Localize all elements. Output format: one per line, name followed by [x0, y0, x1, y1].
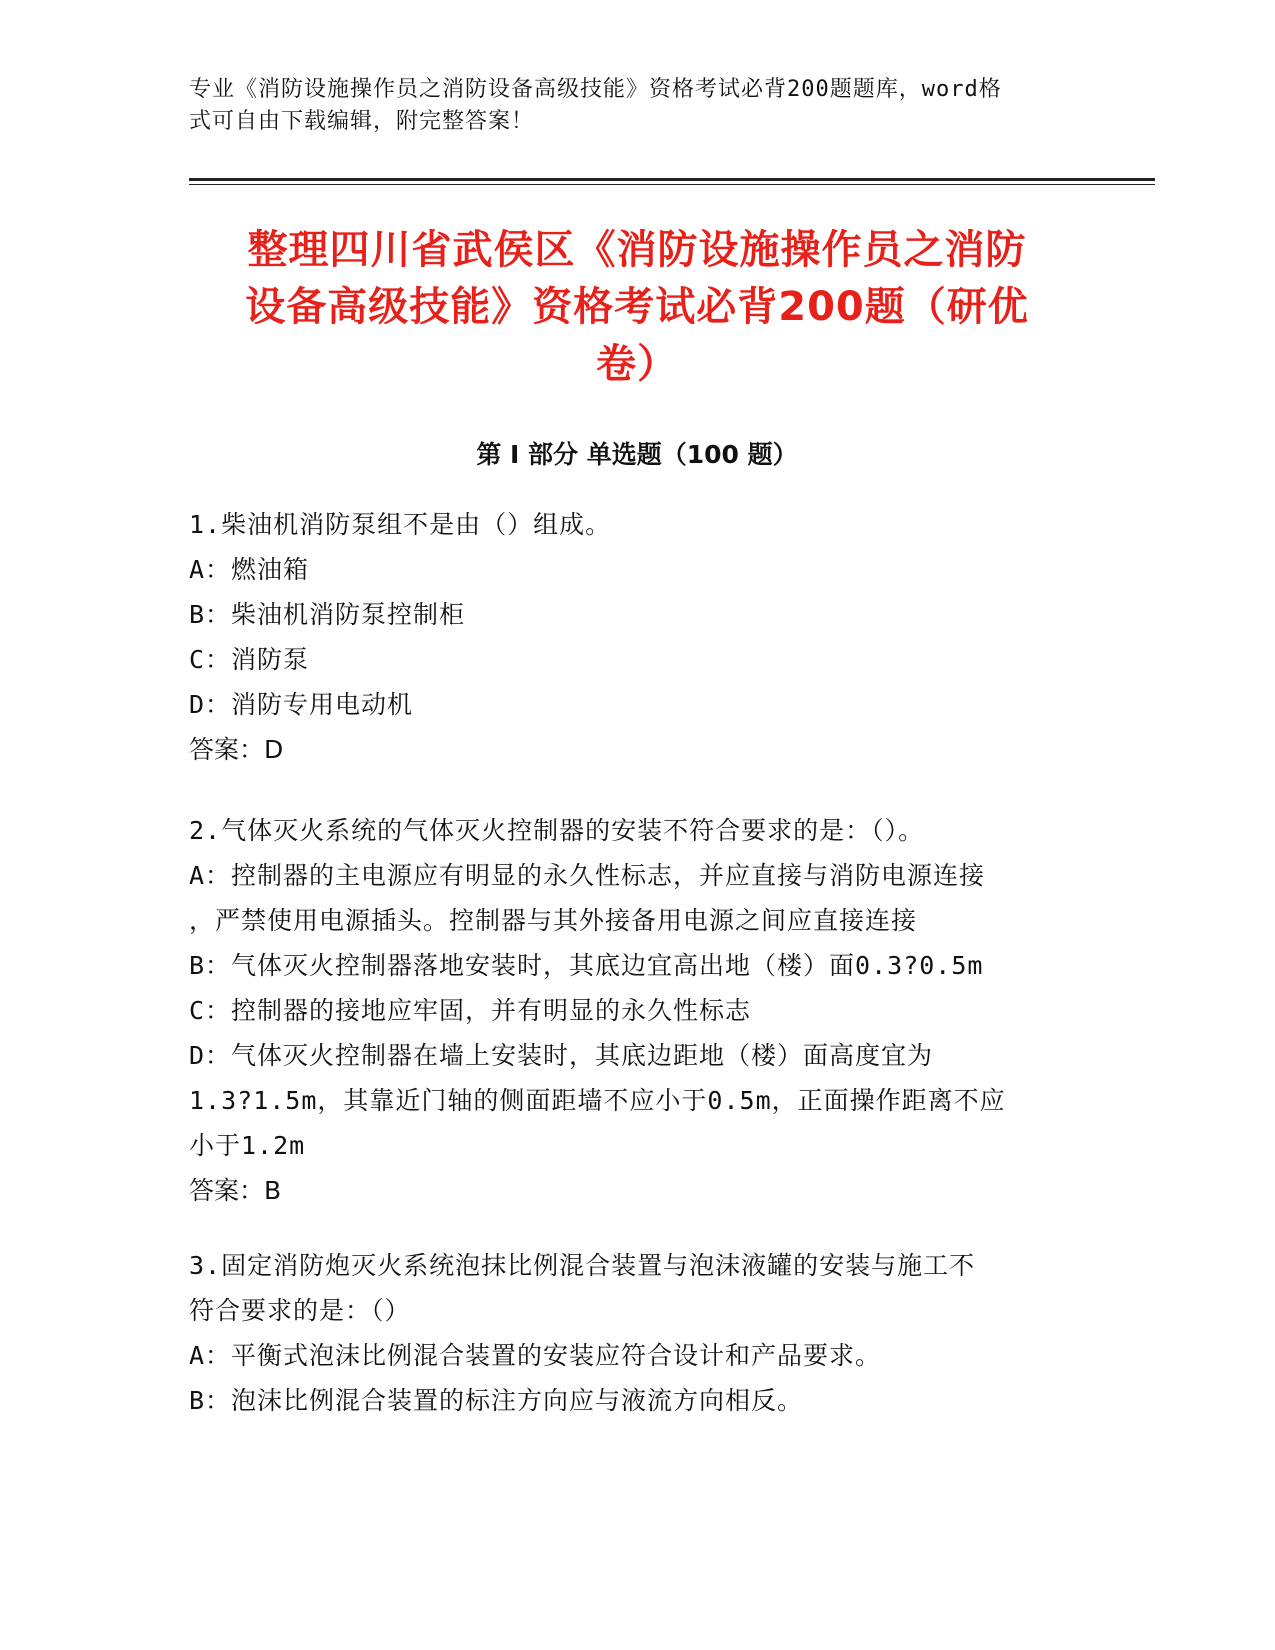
- option-c: C：控制器的接地应牢固，并有明显的永久性标志: [189, 996, 752, 1025]
- option-b: B：柴油机消防泵控制柜: [189, 600, 466, 629]
- header-divider: [189, 178, 1155, 181]
- question-stem: 3.固定消防炮灭火系统泡抹比例混合装置与泡沫液罐的安装与施工不: [189, 1251, 976, 1280]
- option-a: A：平衡式泡沫比例混合装置的安装应符合设计和产品要求。: [189, 1341, 882, 1370]
- answer: 答案：B: [189, 1176, 282, 1205]
- option-b: B：泡沫比例混合装置的标注方向应与液流方向相反。: [189, 1386, 804, 1415]
- title-line: 整理四川省武侯区《消防设施操作员之消防: [247, 227, 1027, 273]
- option-a: A：燃油箱: [189, 555, 310, 584]
- question-stem: 2.气体灭火系统的气体灭火控制器的安装不符合要求的是：（）。: [189, 816, 925, 845]
- option-d: D：气体灭火控制器在墙上安装时，其底边距地（楼）面高度宜为: [189, 1041, 934, 1070]
- document-title: [189, 222, 1085, 393]
- option-d: D：消防专用电动机: [189, 690, 414, 719]
- question-stem-continued: 符合要求的是：（）: [189, 1296, 411, 1325]
- title-line: 卷）: [596, 341, 678, 387]
- header-divider-thin: [189, 184, 1155, 185]
- header-note-line: 式可自由下载编辑，附完整答案！: [189, 109, 535, 134]
- header-note: [189, 74, 1069, 138]
- answer: 答案：D: [189, 735, 284, 764]
- question-stem: 1.柴油机消防泵组不是由（）组成。: [189, 510, 612, 539]
- section-heading: 第 I 部分 单选题（100 题）: [476, 440, 798, 469]
- option-d-continued: 小于1.2m: [189, 1131, 306, 1160]
- header-note-line: 专业《消防设施操作员之消防设备高级技能》资格考试必背200题题库，word格: [189, 77, 1002, 102]
- option-d-continued: 1.3?1.5m，其靠近门轴的侧面距墙不应小于0.5m，正面操作距离不应: [189, 1086, 1006, 1115]
- title-line: 设备高级技能》资格考试必背200题（研优: [245, 284, 1029, 330]
- question-1: [189, 502, 1069, 772]
- option-a: A：控制器的主电源应有明显的永久性标志，并应直接与消防电源连接: [189, 861, 986, 890]
- option-a-continued: ，严禁使用电源插头。控制器与其外接备用电源之间应直接连接: [189, 906, 918, 935]
- option-c: C：消防泵: [189, 645, 310, 674]
- question-2: [189, 808, 1069, 1213]
- option-b: B：气体灭火控制器落地安装时，其底边宜高出地（楼）面0.3?0.5m: [189, 951, 984, 980]
- question-3: [189, 1243, 1069, 1423]
